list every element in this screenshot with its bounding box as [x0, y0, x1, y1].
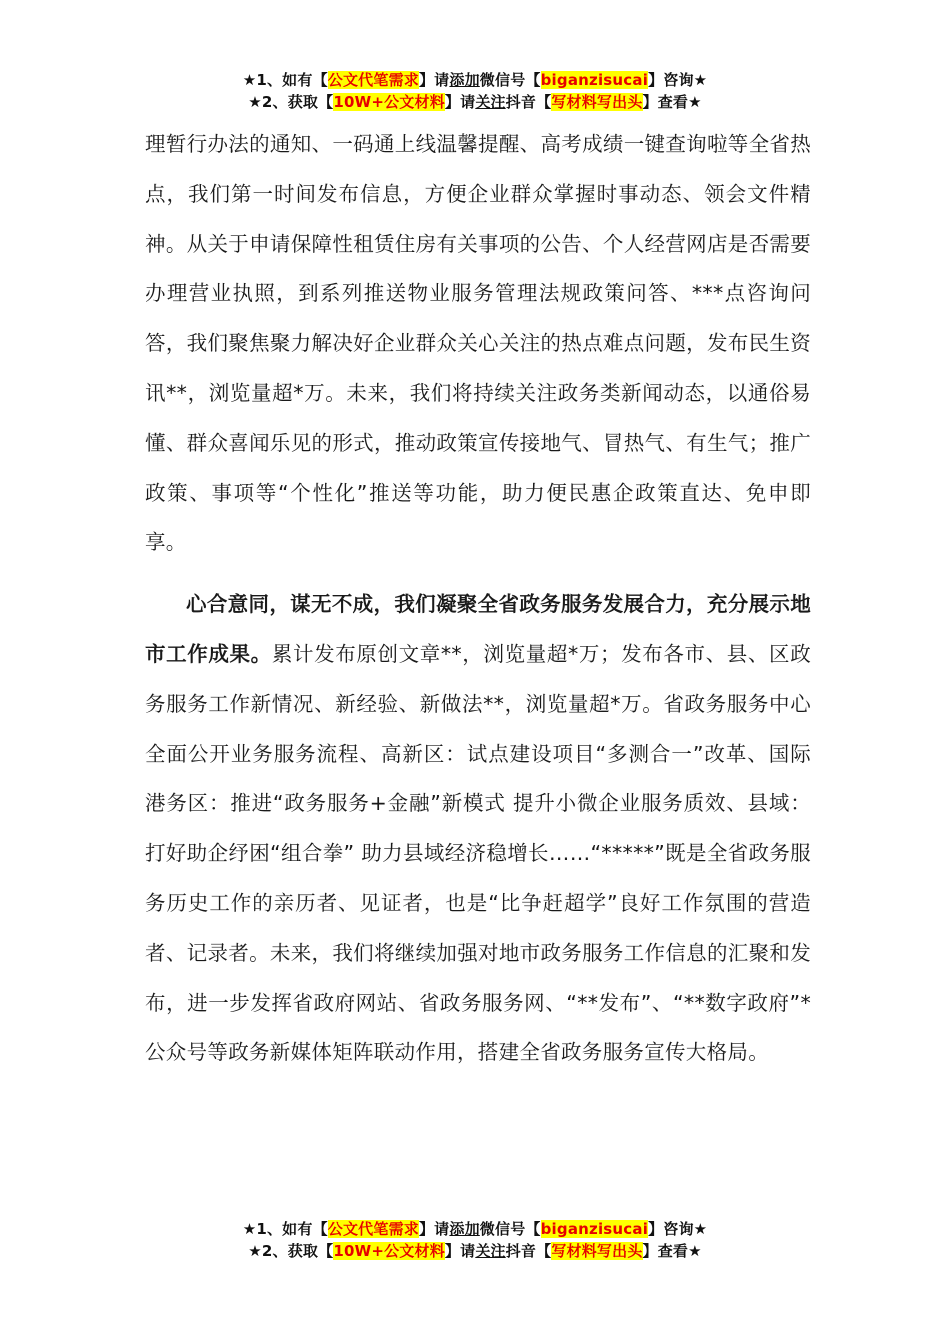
promo-line-1-mid1: 】请 [418, 71, 450, 89]
promo-underlined-follow: 关注 [475, 93, 506, 111]
promo-line-1-suffix: 】咨询★ [648, 71, 708, 89]
promo-highlight-service: 公文代笔需求 [327, 71, 419, 89]
promo-underlined-follow: 关注 [475, 1242, 506, 1260]
promo-line-2-mid1: 】请 [444, 1242, 476, 1260]
paragraph-2 [145, 580, 811, 1078]
promo-highlight-wechat-id: biganzisucai [540, 1220, 649, 1238]
promo-line-1 [0, 1218, 950, 1240]
promo-line-2 [0, 91, 950, 113]
promo-highlight-service: 公文代笔需求 [327, 1220, 419, 1238]
promo-line-2-mid1: 】请 [444, 93, 476, 111]
promo-line-1-mid2: 微信号【 [479, 71, 541, 89]
paragraph-2-body: 累计发布原创文章**，浏览量超*万；发布各市、县、区政务服务工作新情况、新经验、新做法**，浏览量超*万。省政务服务中心全面公开业务服务流程、高新区：试点建设项目“多测合一”改革、国际港务区：推进“政务服务+金融”新模式 提升小微企业服务质效、县域：打好助企纾困“组合拳” 助力县域经济稳增长……“*****”既是全省政务服务历史工作的亲历者、见证者，也是“比争赶超学”良好工作氛围的营造者、记录者。未来，我们将继续加强对地市政务服务工作信息的汇聚和发布，进一步发挥省政府网站、省政务服务网、“**发布”、“**数字政府”*公众号等政务新媒体矩阵联动作用，搭建全省政务服务宣传大格局。 [145, 641, 811, 1065]
promo-highlight-douyin: 写材料写出头 [551, 93, 643, 111]
promo-line-1-prefix: ★1、如有【 [242, 1220, 328, 1238]
promo-line-2-prefix: ★2、获取【 [248, 1242, 334, 1260]
promo-line-1-mid2: 微信号【 [479, 1220, 541, 1238]
promo-line-1-prefix: ★1、如有【 [242, 71, 328, 89]
promo-line-2 [0, 1240, 950, 1262]
promo-line-1-mid1: 】请 [418, 1220, 450, 1238]
paragraph-1: 理暂行办法的通知、一码通上线温馨提醒、高考成绩一键查询啦等全省热点，我们第一时间发布信息，方便企业群众掌握时事动态、领会文件精神。从关于申请保障性租赁住房有关事项的公告、个人经营网店是否需要办理营业执照，到系列推送物业服务管理法规政策问答、***点咨询问答，我们聚焦聚力解决好企业群众关心关注的热点难点问题，发布民生资讯**，浏览量超*万。未来，我们将持续关注政务类新闻动态，以通俗易懂、群众喜闻乐见的形式，推动政策宣传接地气、冒热气、有生气；推广政策、事项等“个性化”推送等功能，助力便民惠企政策直达、免申即享。 [145, 132, 811, 555]
promo-line-2-suffix: 】查看★ [642, 93, 702, 111]
promo-line-2-mid2: 抖音【 [505, 1242, 552, 1260]
promo-line-1-suffix: 】咨询★ [648, 1220, 708, 1238]
promo-underlined-add: 添加 [449, 1220, 480, 1238]
promo-highlight-wechat-id: biganzisucai [540, 71, 649, 89]
promo-highlight-materials: 10W+公文材料 [333, 1242, 445, 1260]
promo-header-top [0, 69, 950, 113]
promo-underlined-add: 添加 [449, 71, 480, 89]
document-body [145, 120, 811, 1078]
promo-line-1 [0, 69, 950, 91]
promo-line-2-mid2: 抖音【 [505, 93, 552, 111]
promo-footer-bottom [0, 1218, 950, 1262]
promo-highlight-douyin: 写材料写出头 [551, 1242, 643, 1260]
paragraph-2-lead: 心合意同，谋无不成，我们凝聚全省政务服务发展合力，充分展示地市工作成果。 [145, 592, 811, 666]
promo-line-2-prefix: ★2、获取【 [248, 93, 334, 111]
promo-line-2-suffix: 】查看★ [642, 1242, 702, 1260]
promo-highlight-materials: 10W+公文材料 [333, 93, 445, 111]
